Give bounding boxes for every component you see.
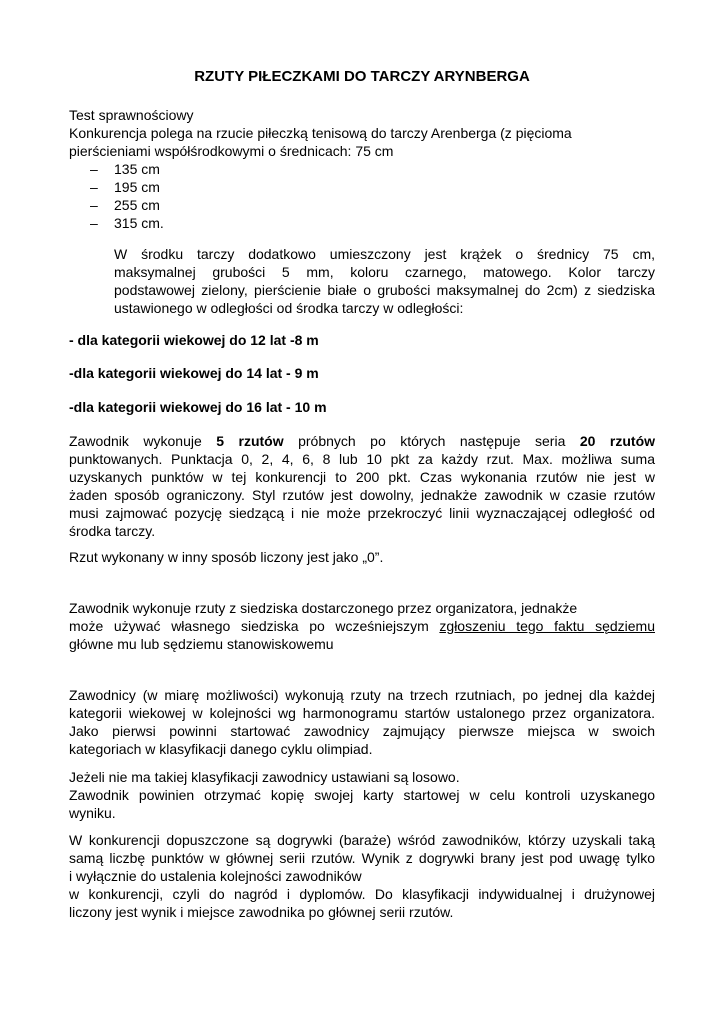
list-dash: – [90,215,98,231]
paragraph-line: środka tarczy. [69,523,156,539]
category-distance-14: -dla kategorii wiekowej do 14 lat - 9 m [69,365,319,381]
throws-text: Zawodnik wykonuje [69,433,202,449]
intro-paragraph [69,106,655,160]
paragraph-line: samą liczbę punktów w głównej serii rzutów. Wynik z dogrywki brany jest pod uwagę tylko [69,850,655,866]
scored-throws-count: 20 rzutów [579,433,656,449]
paragraph-line: Zawodnicy (w miarę możliwości) wykonują rzuty na trzech rzutniach, po jednej dla każdej [69,687,655,703]
intro-line: pierścieniami współśrodkowymi o średnicach: 75 cm [69,143,394,159]
paragraph-line [69,432,655,450]
category-distance-12: - dla kategorii wiekowej do 12 lat -8 m [69,332,319,348]
paragraph-line: główne mu lub sędziemu stanowiskowemu [69,636,334,652]
list-item [90,214,164,232]
paragraph-line: liczony jest wynik i miejsce zawodnika po głównej serii rzutów. [69,904,454,920]
paragraph-line: w konkurencji, czyli do nagród i dyplomów. Do klasyfikacji indywidualnej i drużynowej [69,886,655,902]
list-item-text: 195 cm [114,179,160,195]
center-disc-paragraph [114,245,655,317]
paragraph-line: ustawionego w odległości od środka tarczy w odległości: [114,300,464,316]
intro-line: Konkurencja polega na rzucie piłeczką tenisową do tarczy Arenberga (z pięcioma [69,125,572,141]
list-item-text: 255 cm [114,197,160,213]
page-title: RZUTY PIŁECZKAMI DO TARCZY ARYNBERGA [194,68,530,85]
list-item [90,160,164,178]
category-distance-16: -dla kategorii wiekowej do 16 lat - 10 m [69,399,327,415]
throws-paragraph [69,432,655,540]
underlined-text: zgłoszeniu tego faktu sędziemu [439,618,655,634]
paragraph-line: punktowanych. Punktacja 0, 2, 4, 6, 8 lub 10 pkt za każdy rzut. Max. możliwa suma [69,451,655,467]
list-item-text: 135 cm [114,161,160,177]
seat-text: może używać własnego siedziska po wcześniejszym [69,618,429,634]
zero-rule-paragraph: Rzut wykonany w inny sposób liczony jest jako „0”. [69,549,384,565]
playoff-paragraph [69,831,655,921]
throws-text: próbnych po których następuje seria [298,433,566,449]
paragraph-line: żaden sposób ograniczony. Styl rzutów jest dowolny, jednakże zawodnik w czasie rzutów [69,487,655,503]
paragraph-line: maksymalnej grubości 5 mm, koloru czarnego, matowego. Kolor tarczy [114,264,655,280]
order-paragraph [69,686,655,758]
paragraph-line: uzyskanych punktów w tej konkurencji to 200 pkt. Czas wykonania rzutów nie jest w [69,469,655,485]
list-item [90,196,164,214]
list-item [90,178,164,196]
paragraph-line: Jeżeli nie ma takiej klasyfikacji zawodnicy ustawiani są losowo. [69,769,460,785]
paragraph-line: kategorii wiekowej w kolejności wg harmonogramu startów ustalonego przez organizatora. [69,705,655,721]
paragraph-line [69,617,655,635]
diameter-list [90,160,164,232]
paragraph-line: podstawowej zielony, pierścienie białe o grubości maksymalnej do 2cm) z siedziska [114,282,655,298]
paragraph-line: kategoriach w klasyfikacji danego cyklu olimpiad. [69,741,373,757]
paragraph-line: Zawodnik wykonuje rzuty z siedziska dostarczonego przez organizatora, jednakże [69,600,578,616]
paragraph-line: musi zajmować pozycję siedzącą i nie może przekroczyć linii wyznaczającej odległość od [69,505,655,521]
list-item-text: 315 cm. [114,215,164,231]
paragraph-line: W konkurencji dopuszczone są dogrywki (baraże) wśród zawodników, którzy uzyskali taką [69,832,655,848]
seat-paragraph [69,599,655,653]
paragraph-line: wyniku. [69,805,116,821]
list-dash: – [90,197,98,213]
list-dash: – [90,161,98,177]
paragraph-line: i wyłącznie do ustalenia kolejności zawodników [69,868,362,884]
trial-throws-count: 5 rzutów [216,433,284,449]
intro-line: Test sprawnościowy [69,107,194,123]
paragraph-line: Zawodnik powinien otrzymać kopię swojej karty startowej w celu kontroli uzyskanego [69,787,655,803]
paragraph-line: Jako pierwsi powinni startować zawodnicy zajmujący pierwsze miejsca w swoich [69,723,655,739]
list-dash: – [90,179,98,195]
paragraph-line: W środku tarczy dodatkowo umieszczony jest krążek o średnicy 75 cm, [114,246,655,262]
draw-paragraph [69,768,655,822]
